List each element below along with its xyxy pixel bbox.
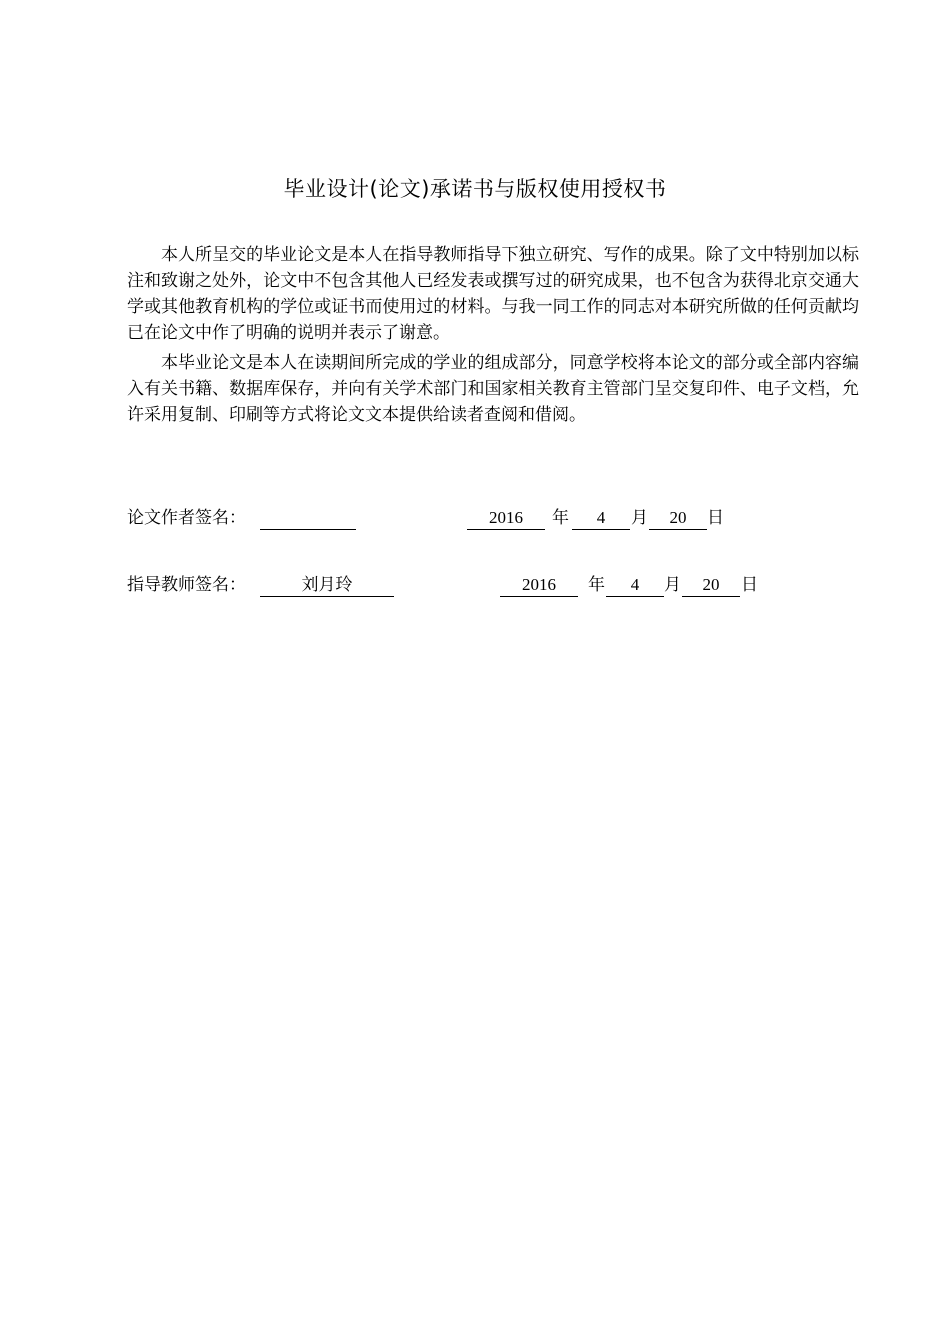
advisor-date-year: 2016 <box>500 572 578 597</box>
advisor-date-day: 20 <box>682 572 740 597</box>
author-signature-name <box>260 505 356 530</box>
author-date-year: 2016 <box>467 505 545 530</box>
author-date-month-char: 月 <box>631 508 648 528</box>
advisor-signature-label: 指导教师签名： <box>127 575 246 595</box>
advisor-date-day-char: 日 <box>741 575 758 595</box>
advisor-date-month-char: 月 <box>664 575 681 595</box>
document-title: 毕业设计(论文)承诺书与版权使用授权书 <box>283 177 667 201</box>
authorization-paragraph: 本毕业论文是本人在读期间所完成的学业的组成部分，同意学校将本论文的部分或全部内容编入有关书籍、数据库保存，并向有关学术部门和国家相关教育主管部门呈交复印件、电子文档，允许采用复制、印刷等方式将论文文本提供给读者查阅和借阅。 <box>127 353 859 425</box>
author-date-month: 4 <box>572 505 630 530</box>
author-date-day: 20 <box>649 505 707 530</box>
commitment-paragraph: 本人所呈交的毕业论文是本人在指导教师指导下独立研究、写作的成果。除了文中特别加以标注和致谢之处外，论文中不包含其他人已经发表或撰写过的研究成果，也不包含为获得北京交通大学或其他教育机构的学位或证书而使用过的材料。与我一同工作的同志对本研究所做的任何贡献均已在论文中作了明确的说明并表示了谢意。 <box>127 245 859 343</box>
advisor-date-month: 4 <box>606 572 664 597</box>
advisor-signature-name: 刘月玲 <box>260 572 394 597</box>
advisor-date-year-char: 年 <box>588 575 605 595</box>
author-date-day-char: 日 <box>707 508 724 528</box>
author-signature-label: 论文作者签名： <box>127 508 246 528</box>
author-date-year-char: 年 <box>552 508 569 528</box>
